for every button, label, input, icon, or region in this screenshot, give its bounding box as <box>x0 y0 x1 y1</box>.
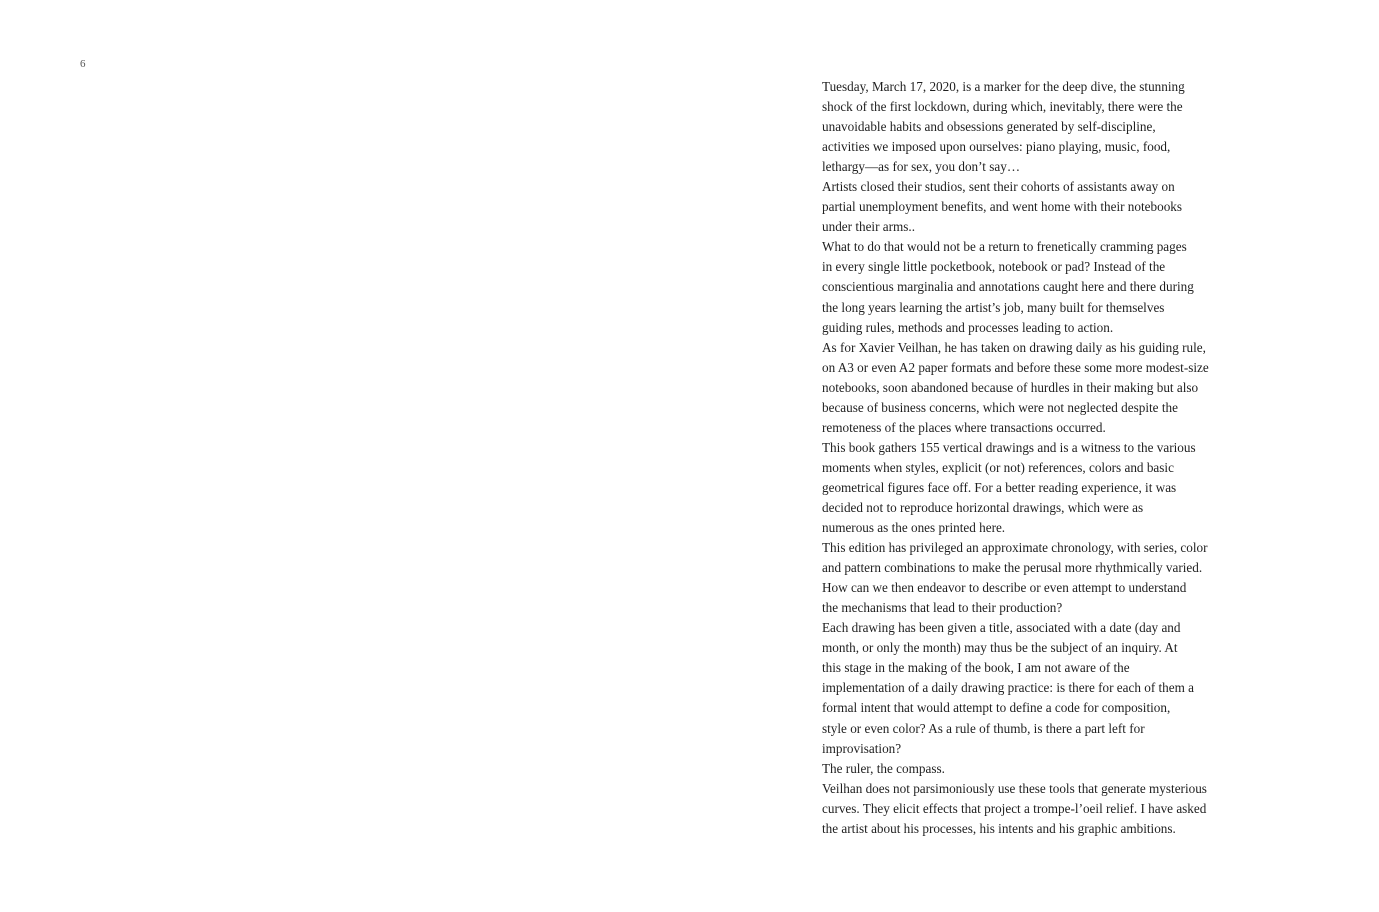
text-line: Tuesday, March 17, 2020, is a marker for the deep dive, the stunning <box>822 79 1185 94</box>
text-line: this stage in the making of the book, I am not aware of the <box>822 660 1130 676</box>
text-line: Artists closed their studios, sent their cohorts of assistants away on <box>822 179 1175 195</box>
text-line: unavoidable habits and obsessions generated by self-discipline, <box>822 119 1156 135</box>
text-line: formal intent that would attempt to define a code for composition, <box>822 700 1171 716</box>
text-line: remoteness of the places where transactions occurred. <box>822 419 1106 435</box>
text-line: the long years learning the artist’s job, many built for themselves <box>822 299 1165 315</box>
text-line: notebooks, soon abandoned because of hurdles in their making but also <box>822 379 1199 395</box>
text-line: implementation of a daily drawing practice: is there for each of them a <box>822 680 1195 696</box>
text-line: geometrical figures face off. For a better reading experience, it was <box>822 479 1177 495</box>
right-page <box>690 0 1379 912</box>
text-line: and pattern combinations to make the perusal more rhythmically varied. <box>822 560 1203 576</box>
text-line: This edition has privileged an approximate chronology, with series, color <box>822 540 1208 556</box>
text-line: decided not to reproduce horizontal drawings, which were as <box>822 499 1144 515</box>
text-line: activities we imposed upon ourselves: piano playing, music, food, <box>822 139 1171 155</box>
text-line: moments when styles, explicit (or not) references, colors and basic <box>822 459 1174 475</box>
text-line: curves. They elicit effects that project a trompe-l’oeil relief. I have asked <box>822 800 1207 816</box>
text-line: style or even color? As a rule of thumb, is there a part left for <box>822 720 1145 736</box>
text-line: lethargy—as for sex, you don’t say… <box>822 159 1021 175</box>
text-line: under their arms.. <box>822 219 916 235</box>
text-line: As for Xavier Veilhan, he has taken on drawing daily as his guiding rule, <box>822 339 1206 355</box>
text-line: in every single little pocketbook, notebook or pad? Instead of the <box>822 259 1166 275</box>
text-line: month, or only the month) may thus be the subject of an inquiry. At <box>822 640 1178 656</box>
body-text <box>822 77 1234 839</box>
page-number: 6 <box>80 58 86 70</box>
text-line: the mechanisms that lead to their production? <box>822 600 1063 616</box>
text-line: improvisation? <box>822 740 902 756</box>
text-line: This book gathers 155 vertical drawings and is a witness to the various <box>822 439 1196 455</box>
text-line: partial unemployment benefits, and went home with their notebooks <box>822 199 1183 215</box>
text-line: Each drawing has been given a title, associated with a date (day and <box>822 620 1181 636</box>
text-line: Veilhan does not parsimoniously use these tools that generate mysterious <box>822 780 1207 796</box>
text-line: How can we then endeavor to describe or even attempt to understand <box>822 580 1187 596</box>
text-line: because of business concerns, which were not neglected despite the <box>822 399 1178 415</box>
text-line: the artist about his processes, his intents and his graphic ambitions. <box>822 820 1176 836</box>
text-line: on A3 or even A2 paper formats and before these some more modest-size <box>822 359 1209 375</box>
text-line: What to do that would not be a return to frenetically cramming pages <box>822 239 1187 255</box>
text-line: numerous as the ones printed here. <box>822 520 1006 536</box>
text-line: shock of the first lockdown, during which, inevitably, there were the <box>822 99 1183 115</box>
text-line: The ruler, the compass. <box>822 760 945 776</box>
text-line: guiding rules, methods and processes leading to action. <box>822 319 1114 335</box>
text-line: conscientious marginalia and annotations caught here and there during <box>822 279 1194 295</box>
